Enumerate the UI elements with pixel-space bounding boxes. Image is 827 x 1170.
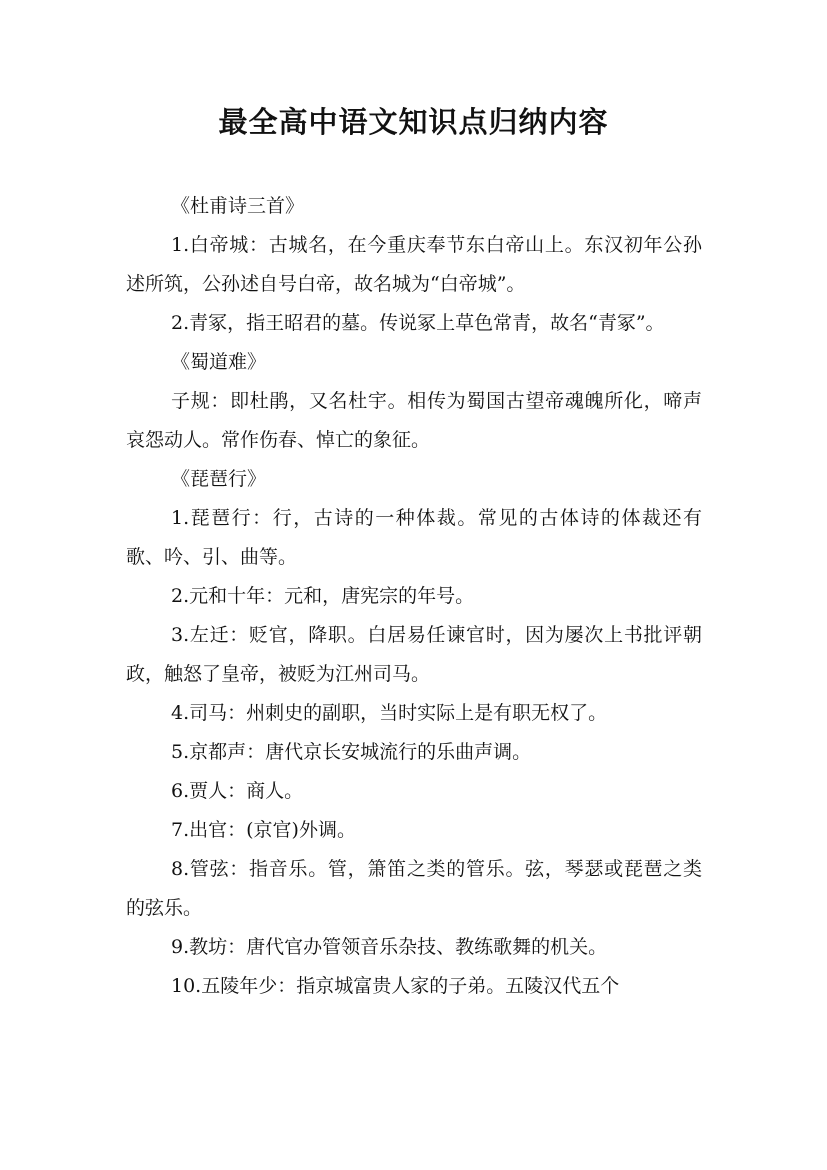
paragraph-yuanhe: 2.元和十年：元和，唐宪宗的年号。	[171, 585, 475, 607]
paragraph-wuling: 10.五陵年少：指京城富贵人家的子弟。五陵汉代五个	[171, 975, 620, 997]
paragraph-zigui: 子规：即杜鹃，又名杜宇。相传为蜀国古望帝魂魄所化，啼声哀怨动人。常作伤春、悼亡的象征。	[126, 390, 702, 451]
paragraph-jingdusheng: 5.京都声：唐代京长安城流行的乐曲声调。	[171, 741, 532, 763]
paragraph-jiaofang: 9.教坊：唐代官办管领音乐杂技、教练歌舞的机关。	[171, 936, 608, 958]
paragraph-guren: 6.贾人：商人。	[171, 780, 304, 802]
paragraph-qingzhong: 2.青冢，指王昭君的墓。传说冢上草色常青，故名“青冢”。	[171, 312, 665, 334]
section-heading-pipaxing: 《琵琶行》	[171, 468, 267, 490]
paragraph-chuguan: 7.出官：(京官)外调。	[171, 819, 356, 841]
paragraph-sima: 4.司马：州刺史的副职，当时实际上是有职无权了。	[171, 702, 608, 724]
section-heading-shudaonan: 《蜀道难》	[171, 351, 267, 373]
document-body	[126, 187, 702, 1006]
document-title: 最全高中语文知识点归纳内容	[218, 105, 609, 139]
paragraph-guanxian: 8.管弦：指音乐。管，箫笛之类的管乐。弦，琴瑟或琵琶之类的弦乐。	[126, 858, 702, 919]
section-heading-dufu: 《杜甫诗三首》	[171, 195, 305, 217]
paragraph-baidicheng: 1.白帝城：古城名，在今重庆奉节东白帝山上。东汉初年公孙述所筑，公孙述自号白帝，故名城为“白帝城”。	[126, 234, 702, 295]
paragraph-pipaxing: 1.琵琶行：行，古诗的一种体裁。常见的古体诗的体裁还有歌、吟、引、曲等。	[126, 507, 702, 568]
paragraph-zuoqian: 3.左迁：贬官，降职。白居易任谏官时，因为屡次上书批评朝政，触怒了皇帝，被贬为江州司马。	[126, 624, 702, 685]
